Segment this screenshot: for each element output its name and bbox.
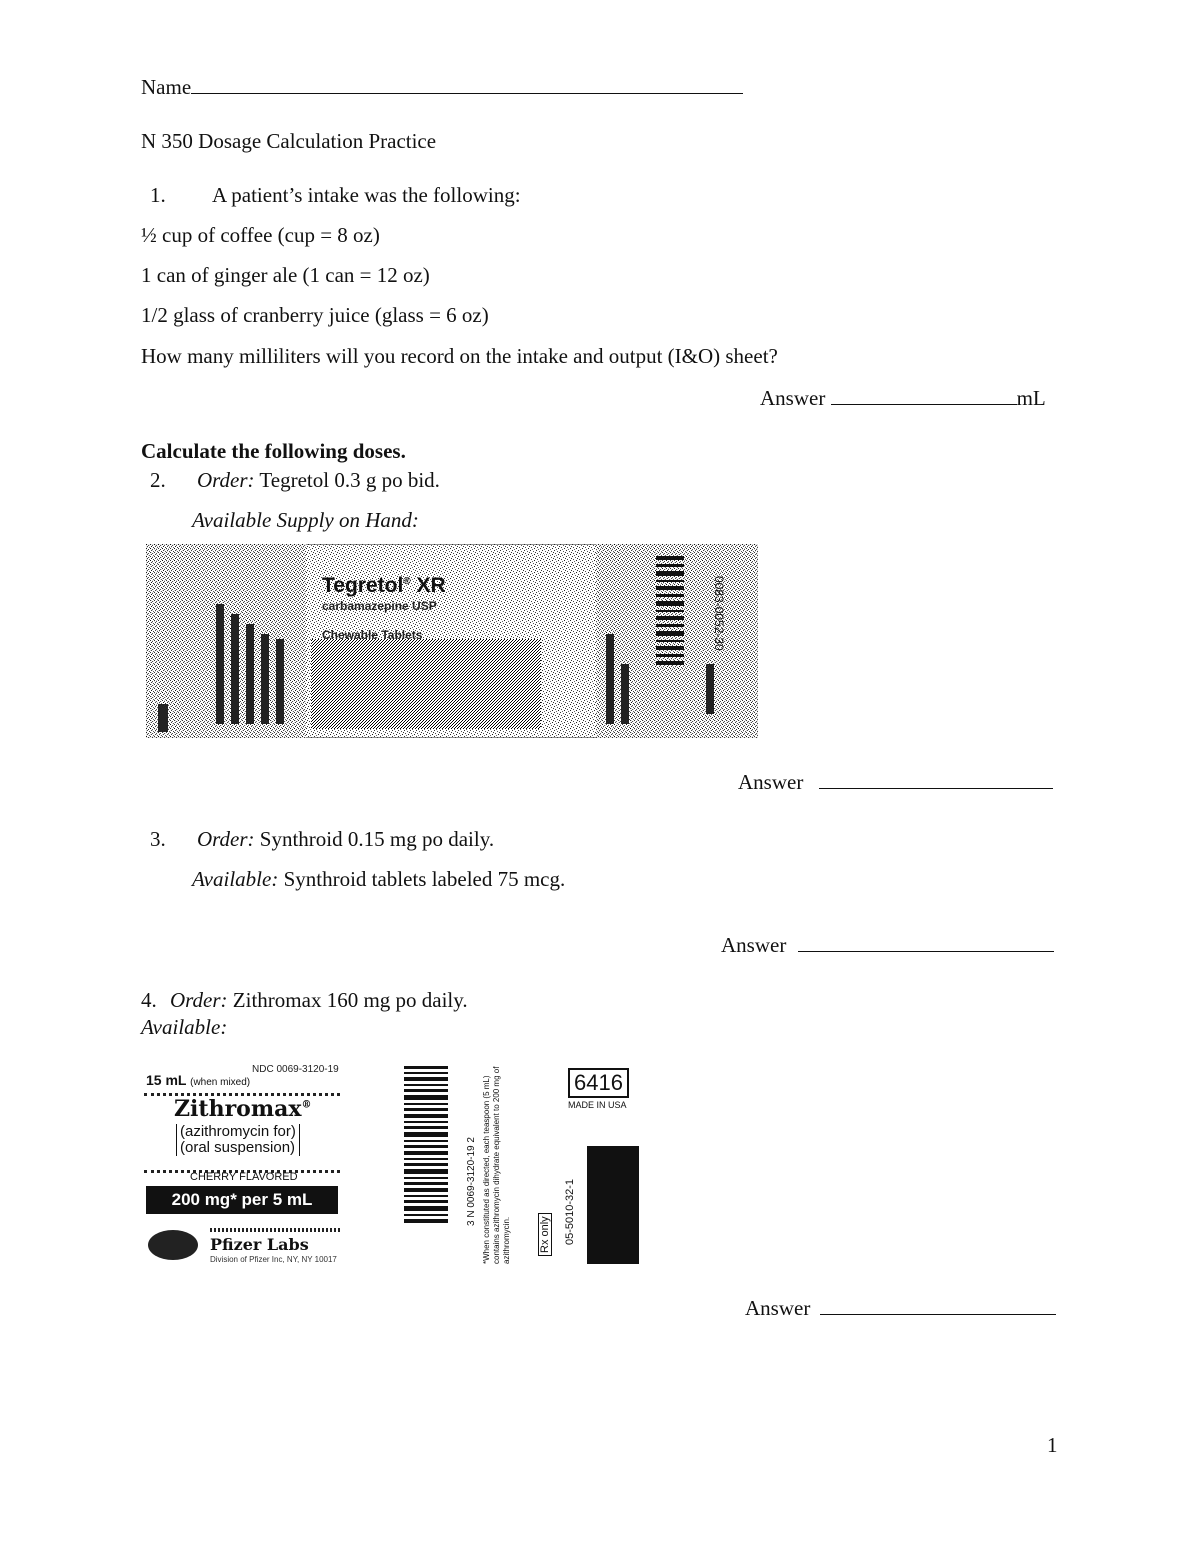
tegretol-brand-name: Tegretol <box>322 574 404 597</box>
q3-order-text: Synthroid 0.15 mg po daily. <box>259 827 495 851</box>
document-title: N 350 Dosage Calculation Practice <box>141 129 437 153</box>
q3-order-label: Order: <box>197 827 255 851</box>
pfizer-logo <box>148 1230 198 1260</box>
q4-available-label: Available: <box>141 1015 228 1039</box>
q4-number: 4. <box>141 988 157 1012</box>
q1-item-cranberry: 1/2 glass of cranberry juice (glass = 6 oz) <box>141 303 489 327</box>
q1-answer-blank[interactable] <box>831 404 1017 405</box>
zithromax-barcode-text: 3 N 0069-3120-19 2 <box>466 1137 477 1226</box>
q3-answer-label: Answer <box>721 933 787 957</box>
q2-answer-label: Answer <box>738 770 804 794</box>
zithromax-side-text: *When constituted as directed, each teaspoon (5 mL) contains azithromycin dihydrate equivalent to 200 mg of azithromycin. <box>482 1066 511 1264</box>
tegretol-brand: Tegretol® XR <box>322 574 446 597</box>
zithromax-ndc: NDC 0069-3120-19 <box>252 1064 339 1075</box>
zithromax-rx: Rx only <box>538 1213 552 1256</box>
q2-order-text: Tegretol 0.3 g po bid. <box>259 468 440 492</box>
zithromax-volume-note: (when mixed) <box>190 1077 251 1088</box>
q1-answer-unit: mL <box>1016 386 1046 410</box>
zithromax-label-image <box>140 1060 660 1270</box>
name-label: Name <box>141 75 192 99</box>
tegretol-label-svg <box>146 544 758 738</box>
zithromax-brand: Zithromax® <box>174 1096 312 1122</box>
q4-order <box>141 987 468 1013</box>
q1-number: 1. <box>150 183 166 207</box>
q3-order <box>197 826 494 852</box>
tegretol-suffix: XR <box>416 574 446 597</box>
q1-item-ginger-ale: 1 can of ginger ale (1 can = 12 oz) <box>141 263 430 287</box>
page-number: 1 <box>1047 1433 1058 1457</box>
zithromax-strength-banner: 200 mg* per 5 mL <box>146 1186 338 1214</box>
q3-number: 3. <box>150 827 166 851</box>
tegretol-barcode-text: 0083-0052-30 <box>712 576 726 651</box>
zithromax-volume <box>146 1072 250 1088</box>
name-field <box>141 74 743 100</box>
zithromax-code: 05-5010-32-1 <box>564 1178 576 1245</box>
q4-order-text: Zithromax 160 mg po daily. <box>232 988 468 1012</box>
tegretol-label-image <box>146 544 758 738</box>
zithromax-generic <box>176 1124 300 1156</box>
q3-available-label: Available: <box>192 867 279 891</box>
q1-answer-row <box>760 385 1046 411</box>
name-blank-line[interactable] <box>191 93 743 94</box>
q3-available-text: Synthroid tablets labeled 75 mcg. <box>283 867 566 891</box>
tegretol-generic: carbamazepine USP <box>322 599 437 613</box>
q4-answer-row <box>745 1295 1056 1321</box>
q2-number: 2. <box>150 468 166 492</box>
q1-answer-label: Answer <box>760 386 826 410</box>
zithromax-brand-name: Zithromax <box>174 1096 302 1122</box>
q1-question: How many milliliters will you record on the intake and output (I&O) sheet? <box>141 344 778 368</box>
zithromax-generic-line2: (oral suspension) <box>180 1139 296 1156</box>
q3-available <box>192 866 565 892</box>
zithromax-flavor: CHERRY FLAVORED <box>190 1171 298 1183</box>
q3-answer-row <box>721 932 1054 958</box>
q2-available-label: Available Supply on Hand: <box>192 508 419 532</box>
tegretol-form: Chewable Tablets <box>322 628 423 642</box>
q2-answer-row <box>738 769 1053 795</box>
zithromax-made-in: MADE IN USA <box>568 1100 627 1110</box>
q2-order-label: Order: <box>197 468 255 492</box>
q4-order-label: Order: <box>170 988 228 1012</box>
zithromax-lot: 6416 <box>568 1068 629 1098</box>
zithromax-volume-value: 15 mL <box>146 1072 187 1088</box>
zithromax-barcode <box>404 1066 450 1226</box>
q1-prompt: A patient’s intake was the following: <box>212 183 521 207</box>
q2-answer-blank[interactable] <box>819 788 1053 789</box>
q1-item-coffee: ½ cup of coffee (cup = 8 oz) <box>141 223 380 247</box>
zithromax-fineprint-bar <box>210 1228 340 1232</box>
zithromax-dark-block <box>587 1146 639 1264</box>
section-heading: Calculate the following doses. <box>141 439 406 463</box>
zithromax-maker: Pfizer Labs <box>210 1235 309 1254</box>
q2-order <box>197 467 440 493</box>
q4-answer-blank[interactable] <box>820 1314 1056 1315</box>
q4-answer-label: Answer <box>745 1296 811 1320</box>
zithromax-generic-line1: (azithromycin for) <box>180 1123 296 1140</box>
zithromax-maker-sub: Division of Pfizer Inc, NY, NY 10017 <box>210 1255 337 1264</box>
q3-answer-blank[interactable] <box>798 951 1054 952</box>
